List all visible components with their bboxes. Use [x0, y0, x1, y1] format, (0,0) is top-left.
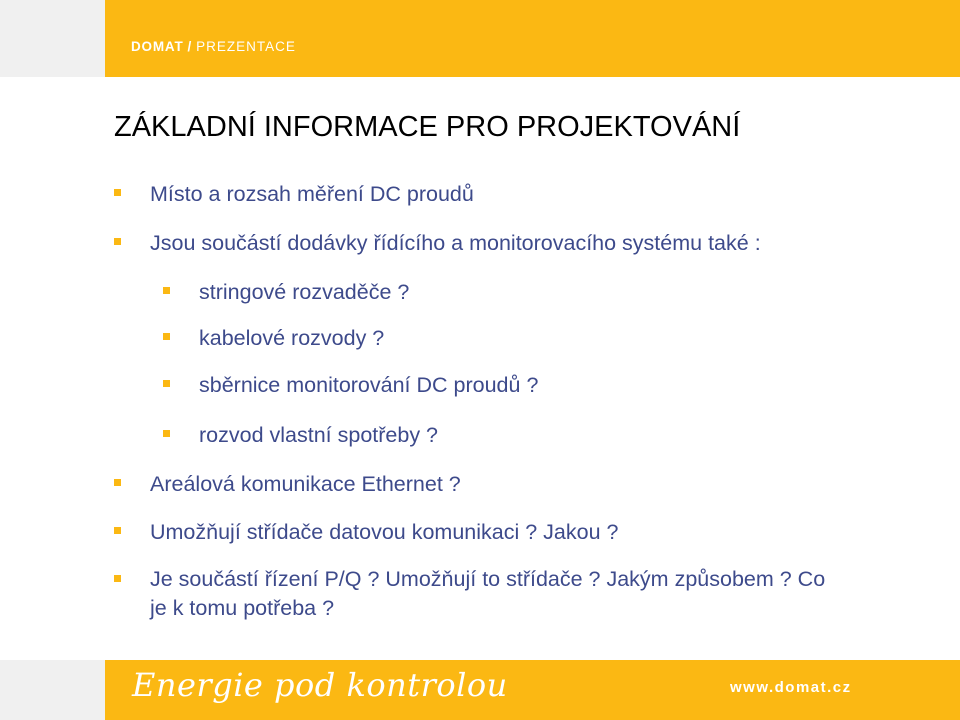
bullet-square-icon	[163, 287, 170, 294]
bullet-square-icon	[114, 575, 121, 582]
bullet-text: stringové rozvaděče ?	[199, 280, 410, 304]
bullet-text: Jsou součástí dodávky řídícího a monitorovacího systému také :	[150, 231, 761, 255]
bullet-text: sběrnice monitorování DC proudů ?	[199, 373, 539, 397]
bullet-item	[150, 517, 618, 547]
slide-title: ZÁKLADNÍ INFORMACE PRO PROJEKTOVÁNÍ	[114, 111, 741, 143]
bullet-item	[150, 228, 761, 258]
bullet-square-icon	[114, 527, 121, 534]
bullet-square-icon	[163, 430, 170, 437]
bullet-text: kabelové rozvody ?	[199, 326, 385, 350]
bullet-text: Místo a rozsah měření DC proudů	[150, 182, 474, 206]
bullet-item	[150, 469, 461, 499]
sub-bullet-item	[199, 420, 438, 450]
bullet-square-icon	[114, 238, 121, 245]
bullet-text: Areálová komunikace Ethernet ?	[150, 472, 461, 496]
bullet-text: Je součástí řízení P/Q ? Umožňují to střídače ? Jakým způsobem ? Co je k tomu potřeba ?	[150, 567, 826, 620]
bullet-square-icon	[114, 479, 121, 486]
header-separator: /	[187, 39, 193, 54]
header-label	[131, 39, 296, 54]
bullet-square-icon	[163, 380, 170, 387]
header-section: PREZENTACE	[196, 39, 296, 54]
footer-website: www.domat.cz	[730, 679, 852, 696]
bullet-square-icon	[114, 189, 121, 196]
footer-side-panel	[0, 660, 105, 720]
sub-bullet-item	[199, 323, 384, 353]
sub-bullet-item	[199, 370, 538, 400]
bullet-item	[150, 179, 474, 209]
brand-name: DOMAT	[131, 39, 184, 54]
header-side-panel	[0, 0, 105, 77]
footer-slogan: Energie pod kontrolou	[132, 666, 508, 704]
bullet-square-icon	[163, 333, 170, 340]
sub-bullet-item	[199, 277, 409, 307]
bullet-text: Umožňují střídače datovou komunikaci ? Jakou ?	[150, 520, 619, 544]
bullet-item	[150, 565, 830, 623]
bullet-text: rozvod vlastní spotřeby ?	[199, 423, 439, 447]
